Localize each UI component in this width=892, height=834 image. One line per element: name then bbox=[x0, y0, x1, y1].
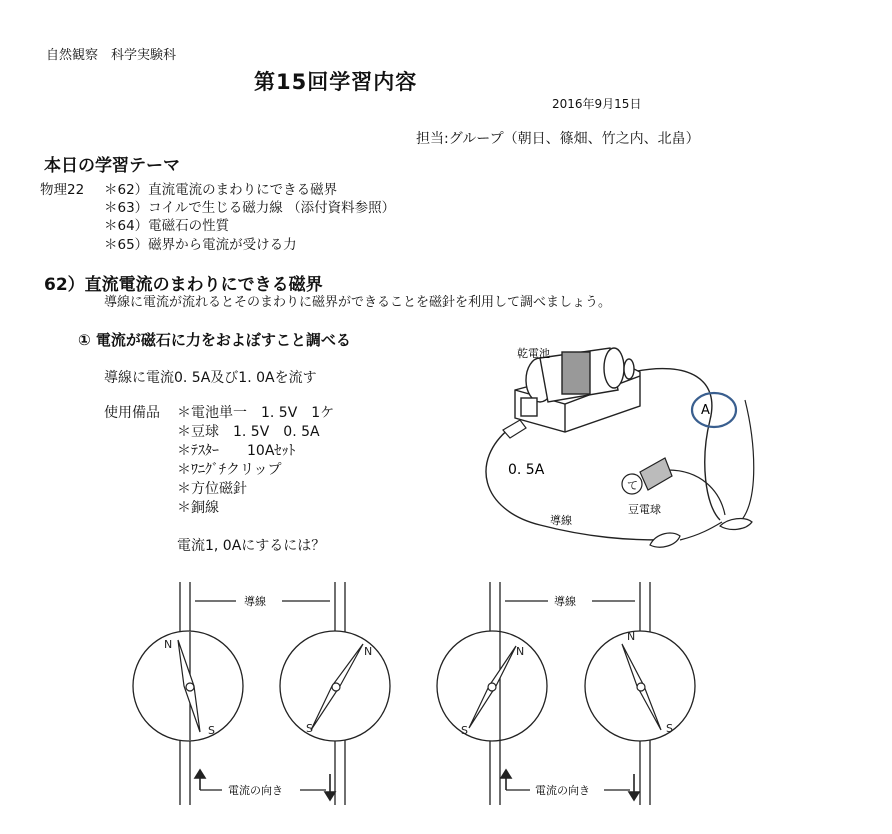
battery-label: 乾電池 bbox=[517, 347, 550, 360]
wire-label: 導線 bbox=[550, 514, 572, 527]
equipment-item: ＊ﾜﾆｸﾞﾁクリップ bbox=[177, 462, 282, 478]
south-label: S bbox=[306, 722, 313, 735]
topic-item: ＊64）電磁石の性質 bbox=[104, 218, 230, 234]
wire-label: 導線 bbox=[244, 595, 266, 608]
south-label: S bbox=[666, 722, 673, 735]
south-label: S bbox=[461, 724, 468, 737]
equipment-item: ＊銅線 bbox=[177, 500, 219, 516]
question-text: 電流1, 0Aにするには？ bbox=[177, 538, 326, 554]
course-name: 自然観察 科学実験科 bbox=[46, 48, 177, 63]
equipment-item: ＊電池単一 1. 5V 1ケ bbox=[177, 405, 335, 421]
north-label: N bbox=[627, 630, 636, 643]
north-label: N bbox=[364, 645, 373, 658]
ammeter-label: A bbox=[701, 403, 710, 418]
topic-item: ＊62）直流電流のまわりにできる磁界 bbox=[104, 182, 338, 198]
current-direction-label: 電流の向き bbox=[228, 784, 283, 797]
date: 2016年9月15日 bbox=[552, 97, 642, 111]
bulb-mark: て bbox=[627, 479, 638, 492]
equipment-label: 使用備品 bbox=[104, 405, 160, 421]
north-label: N bbox=[516, 645, 525, 658]
experiment-heading: ① 電流が磁石に力をおよぼすこと調べる bbox=[78, 331, 351, 349]
teacher-line: 担当:グループ（朝日、篠畑、竹之内、北畠） bbox=[416, 131, 700, 147]
equipment-item: ＊豆球 1. 5V 0. 5A bbox=[177, 424, 320, 440]
equipment-item: ＊方位磁針 bbox=[177, 481, 247, 497]
subject-label: 物理22 bbox=[40, 182, 85, 198]
theme-heading: 本日の学習テーマ bbox=[44, 156, 180, 176]
current-direction-label: 電流の向き bbox=[535, 784, 590, 797]
current-value-label: 0. 5A bbox=[508, 462, 545, 478]
south-label: S bbox=[208, 724, 215, 737]
topic-item: ＊63）コイルで生じる磁力線 （添付資料参照） bbox=[104, 200, 396, 216]
section-intro: 導線に電流が流れるとそのまわりに磁界ができることを磁針を利用して調べましょう。 bbox=[104, 295, 612, 310]
topic-item: ＊65）磁界から電流が受ける力 bbox=[104, 237, 297, 253]
wire-label: 導線 bbox=[554, 595, 576, 608]
north-label: N bbox=[164, 638, 173, 651]
bulb-label: 豆電球 bbox=[628, 503, 661, 516]
current-instruction: 導線に電流0. 5A及び1. 0Aを流す bbox=[104, 370, 317, 386]
section-heading: 62）直流電流のまわりにできる磁界 bbox=[44, 275, 323, 295]
page-title: 第15回学習内容 bbox=[254, 70, 418, 94]
equipment-item: ＊ﾃｽﾀｰ 10Aｾｯﾄ bbox=[177, 443, 296, 459]
